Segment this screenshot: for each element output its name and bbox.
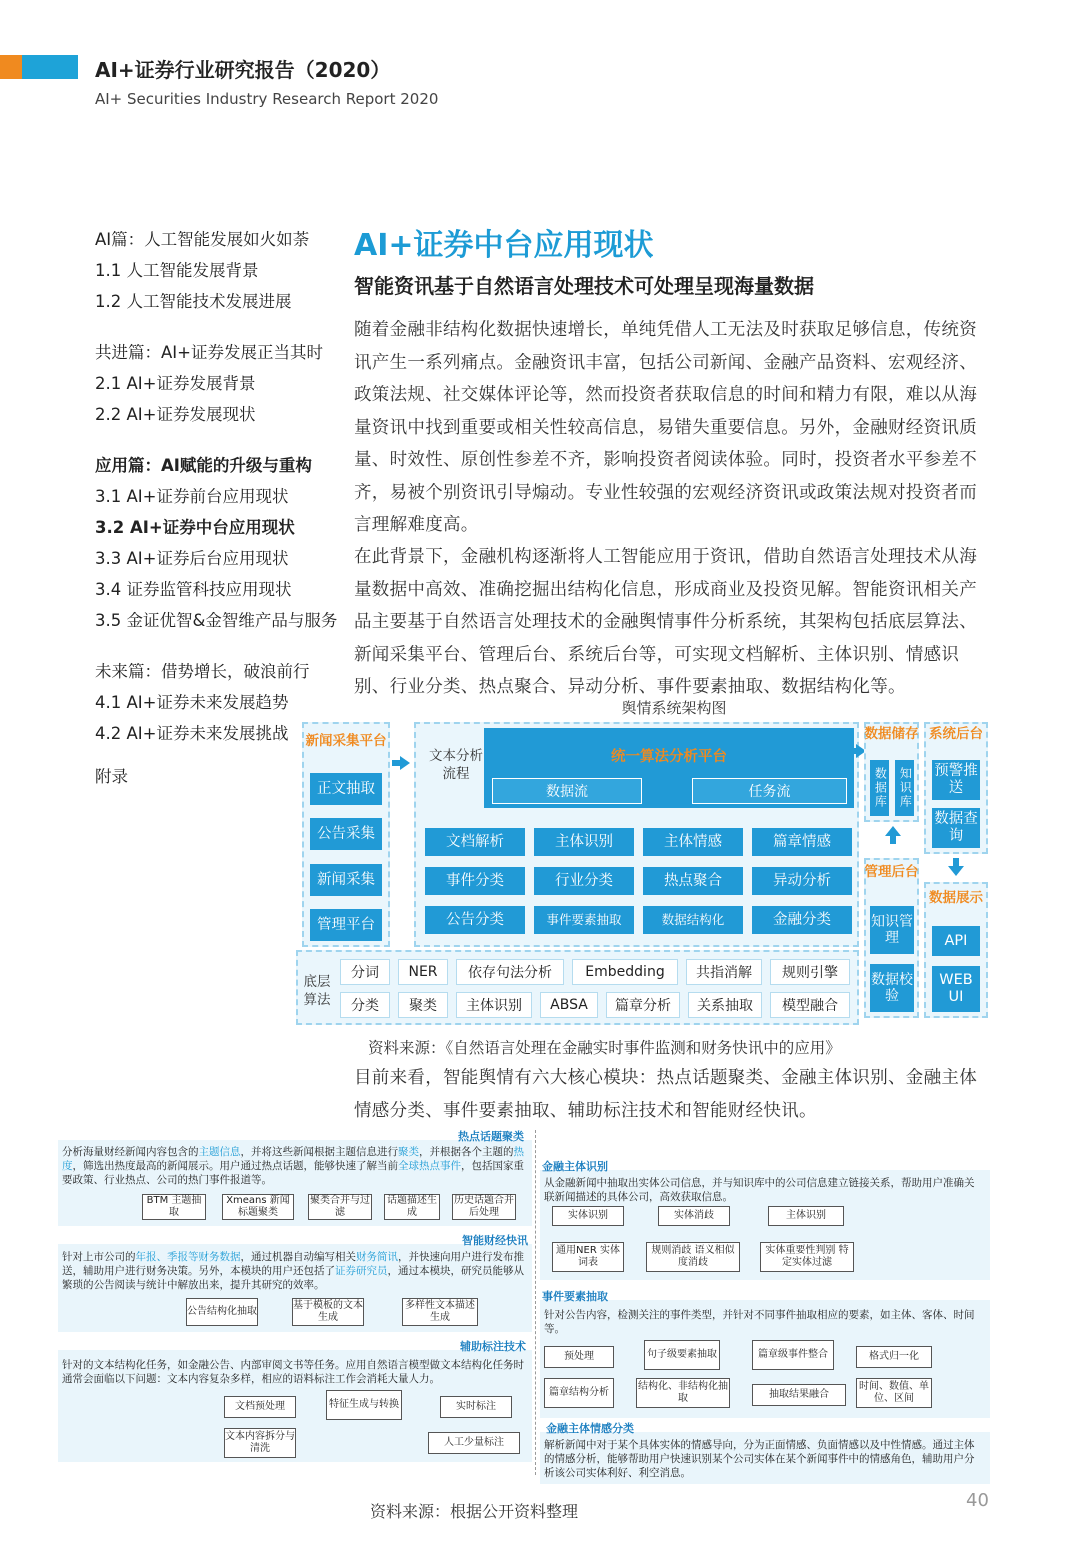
toc-item[interactable]: 1.2 人工智能技术发展进展 — [95, 292, 292, 311]
base-item: 分词 — [340, 959, 390, 985]
paragraph-2: 在此背景下，金融机构逐渐将人工智能应用于资讯，借助自然语言处理技术从海量数据中高效、准确挖掘出结构化信息，形成商业及投资见解。智能资讯相关产品主要基于自然语言处理技术的金融舆情事件分析系统，其架构包括底层算法、新闻采集平台、管理后台、系统后台等，可实现文档解析、主体识别、情感识别、行业分类、热点聚合、异动分析、事件要素抽取、数据结构化等。 — [354, 547, 977, 697]
base-item: Embedding — [572, 959, 678, 985]
label-step: 文档预处理 — [224, 1396, 296, 1418]
function-item: 行业分类 — [534, 867, 634, 895]
system-item: 数据查询 — [932, 808, 980, 848]
entity-step: 实体识别 — [552, 1206, 624, 1226]
base-item: 规则引擎 — [770, 959, 850, 985]
entity-step: 规则消歧 语义相似度消歧 — [646, 1242, 740, 1272]
news-item: 公告采集 — [310, 818, 382, 850]
toc-item[interactable]: 4.2 AI+证券未来发展挑战 — [95, 724, 289, 743]
toc-item[interactable]: 1.1 人工智能发展背景 — [95, 261, 259, 280]
display-item: WEB UI — [932, 966, 980, 1012]
event-step: 时间、数值、单位、区间 — [856, 1378, 932, 1408]
toc-item[interactable]: 3.5 金证优智&金智维产品与服务 — [95, 611, 338, 630]
base-item: 聚类 — [398, 992, 448, 1018]
system-title: 系统后台 — [929, 726, 983, 742]
function-item: 篇章情感 — [752, 828, 852, 856]
function-item: 文档解析 — [425, 828, 525, 856]
sentiment-title: 金融主体情感分类 — [546, 1422, 634, 1435]
function-item: 主体情感 — [643, 828, 743, 856]
paragraph-3: 目前来看，智能舆情有六大核心模块：热点话题聚类、金融主体识别、金融主体情感分类、事件要素抽取、辅助标注技术和智能财经快讯。 — [354, 1068, 977, 1121]
hot-step: Xmeans 新闻标题聚类 — [222, 1194, 294, 1220]
management-item: 数据校验 — [870, 964, 914, 1012]
toc-item[interactable]: 4.1 AI+证券未来发展趋势 — [95, 693, 289, 712]
paragraph-1: 随着金融非结构化数据快速增长，单纯凭借人工无法及时获取足够信息，传统资讯产生一系列痛点。金融资讯丰富，包括公司新闻、金融产品资料、宏观经济、政策法规、社交媒体评论等，然而投资者获取信息的时间和精力有限，难以从海量资讯中找到重要或相关性较高信息，易错失重要信息。另外，金融财经资讯质量、时效性、原创性参差不齐，影响投资者阅读体验。同时，投资者水平参差不齐，易被个别资讯引导煽动。专业性较强的宏观经济资讯或政策法规对投资者而言理解难度高。 — [354, 320, 977, 535]
entity-title: 金融主体识别 — [542, 1160, 608, 1173]
label-assist-title: 辅助标注技术 — [460, 1340, 526, 1353]
function-item: 公告分类 — [425, 906, 525, 934]
event-step: 结构化、非结构化抽取 — [636, 1378, 730, 1408]
figure-source-2: 资料来源：根据公开资料整理 — [370, 1502, 579, 1521]
toc-item[interactable]: 3.4 证券监管科技应用现状 — [95, 580, 292, 599]
hot-topic-title: 热点话题聚类 — [458, 1130, 524, 1143]
function-item: 事件要素抽取 — [534, 906, 634, 934]
section-title: AI+证券中台应用现状 — [354, 228, 654, 263]
event-step: 篇章结构分析 — [544, 1378, 614, 1408]
event-title: 事件要素抽取 — [542, 1290, 608, 1303]
base-item: 主体识别 — [456, 992, 532, 1018]
arrow-right-icon — [400, 756, 410, 770]
base-item: 模型融合 — [770, 992, 850, 1018]
event-text: 针对公告内容，检测关注的事件类型，并针对不同事件抽取相应的要素，如主体、客体、时间等。 — [544, 1309, 975, 1335]
flash-news-title: 智能财经快讯 — [462, 1234, 528, 1247]
base-item: 分类 — [340, 992, 390, 1018]
toc-item[interactable]: 2.1 AI+证券发展背景 — [95, 374, 256, 393]
platform-title: 统一算法分析平台 — [611, 749, 727, 765]
toc-item[interactable]: 3.1 AI+证券前台应用现状 — [95, 487, 289, 506]
hot-step: 话题描述生成 — [384, 1194, 440, 1220]
function-item: 异动分析 — [752, 867, 852, 895]
platform-item: 任务流 — [692, 778, 847, 804]
toc-item-current[interactable]: 3.2 AI+证券中台应用现状 — [95, 518, 295, 537]
base-item: NER — [398, 959, 448, 985]
arrow-down-icon — [948, 866, 964, 876]
sentiment-text: 解析新闻中对于某个具体实体的情感导向，分为正面情感、负面情感以及中性情感。通过主体的情感分析，能够帮助用户快速识别某个公司实体在某个新闻事件中的情感角色，辅助用户分析该公司实体利好、利空消息。 — [544, 1439, 975, 1479]
toc-item[interactable]: 未来篇：借势增长，破浪前行 — [95, 662, 310, 681]
flow-label: 文本分析流程 — [429, 748, 483, 782]
entity-step: 实体消歧 — [658, 1206, 730, 1226]
storage-item: 数据库 — [870, 760, 889, 816]
event-step: 句子级要素抽取 — [644, 1340, 720, 1370]
storage-title: 数据储存 — [864, 726, 919, 742]
entity-step: 实体重要性判别 特定实体过滤 — [760, 1242, 854, 1272]
news-platform-title: 新闻采集平台 — [305, 733, 387, 749]
entity-text: 从金融新闻中抽取出实体公司信息，并与知识库中的公司信息建立链接关系，帮助用户准确关联新闻描述的具体公司，高效获取信息。 — [544, 1177, 975, 1203]
toc-item[interactable]: 附录 — [95, 767, 128, 786]
hot-step: BTM 主题抽取 — [142, 1194, 206, 1220]
hot-topic-text: 分析海量财经新闻内容包含的主题信息，并将这些新闻根据主题信息进行聚类，并根据各个主题的热度，筛选出热度最高的新闻展示。用户通过热点话题，能够快速了解当前全球热点事件，包括国家重要政策、行业热点、公司的热门事件报道等。 — [62, 1146, 524, 1186]
display-title: 数据展示 — [929, 890, 983, 906]
function-item: 事件分类 — [425, 867, 525, 895]
toc-item[interactable]: 2.2 AI+证券发展现状 — [95, 405, 256, 424]
function-item: 热点聚合 — [643, 867, 743, 895]
section-subtitle: 智能资讯基于自然语言处理技术可处理呈现海量数据 — [354, 274, 814, 298]
system-item: 预警推送 — [932, 760, 980, 800]
toc-item[interactable]: 共进篇：AI+证券发展正当其时 — [95, 343, 323, 362]
base-item: 共指消解 — [686, 959, 762, 985]
entity-step: 通用NER 实体词表 — [552, 1242, 624, 1272]
news-item: 正文抽取 — [310, 773, 382, 805]
base-item: 篇章分析 — [606, 992, 680, 1018]
flash-step: 公告结构化抽取 — [186, 1298, 258, 1326]
event-step: 抽取结果融合 — [752, 1384, 846, 1406]
flash-step: 多样性文本描述生成 — [402, 1298, 478, 1326]
flash-news-text: 针对上市公司的年报、季报等财务数据，通过机器自动编写相关财务简讯，并快速向用户进行发布推送，辅助用户进行财务决策。另外，本模块的用户还包括了证券研究员，通过本模块，研究员能够从繁琐的公告阅读与统计中解放出来，提升其研究的效率。 — [62, 1251, 524, 1291]
base-label: 底层算法 — [303, 974, 331, 1008]
storage-item: 知识库 — [895, 760, 914, 816]
event-step: 格式归一化 — [856, 1346, 932, 1368]
table-of-contents — [95, 224, 345, 792]
news-item: 新闻采集 — [310, 864, 382, 896]
figure-source: 资料来源：《自然语言处理在金融实时事件监测和财务快讯中的应用》 — [368, 1039, 841, 1057]
event-step: 篇章级事件整合 — [752, 1340, 834, 1370]
function-item: 主体识别 — [534, 828, 634, 856]
label-step: 文本内容拆分与清洗 — [224, 1428, 296, 1458]
management-item: 知识管理 — [870, 906, 914, 954]
toc-item[interactable]: 3.3 AI+证券后台应用现状 — [95, 549, 289, 568]
display-item: API — [932, 926, 980, 956]
function-item: 金融分类 — [752, 906, 852, 934]
management-title: 管理后台 — [864, 864, 919, 880]
platform-item: 数据流 — [492, 778, 642, 804]
toc-item[interactable]: 应用篇：AI赋能的升级与重构 — [95, 456, 312, 475]
base-item: 关系抽取 — [688, 992, 762, 1018]
function-item: 数据结构化 — [643, 906, 743, 934]
figure-title: 舆情系统架构图 — [621, 699, 727, 717]
news-item: 管理平台 — [310, 909, 382, 941]
page-number: 40 — [966, 1490, 989, 1511]
header-accent-orange — [0, 55, 22, 79]
hot-step: 历史话题合并后处理 — [454, 1195, 514, 1218]
label-step: 特征生成与转换 — [326, 1390, 402, 1420]
label-step: 实时标注 — [440, 1396, 512, 1418]
hot-step: 聚类合并与过滤 — [310, 1195, 370, 1218]
label-step: 人工少量标注 — [428, 1432, 520, 1454]
report-title: AI+证券行业研究报告（2020） — [95, 58, 391, 82]
event-step: 预处理 — [544, 1346, 614, 1368]
base-item: 依存句法分析 — [456, 959, 564, 985]
arrow-up-icon — [885, 826, 901, 836]
header-accent-blue — [22, 55, 78, 79]
report-subtitle: AI+ Securities Industry Research Report 2020 — [95, 90, 439, 108]
flash-step: 基于模板的文本生成 — [292, 1298, 364, 1326]
toc-item[interactable]: AI篇：人工智能发展如火如荼 — [95, 230, 310, 249]
entity-step: 主体识别 — [768, 1206, 844, 1226]
base-item: ABSA — [540, 992, 598, 1018]
label-assist-text: 针对的文本结构化任务，如金融公告、内部审阅文书等任务。应用自然语言模型做文本结构化任务时通常会面临以下问题：文本内容复杂多样，相应的语料标注工作会消耗大量人力。 — [62, 1359, 524, 1385]
